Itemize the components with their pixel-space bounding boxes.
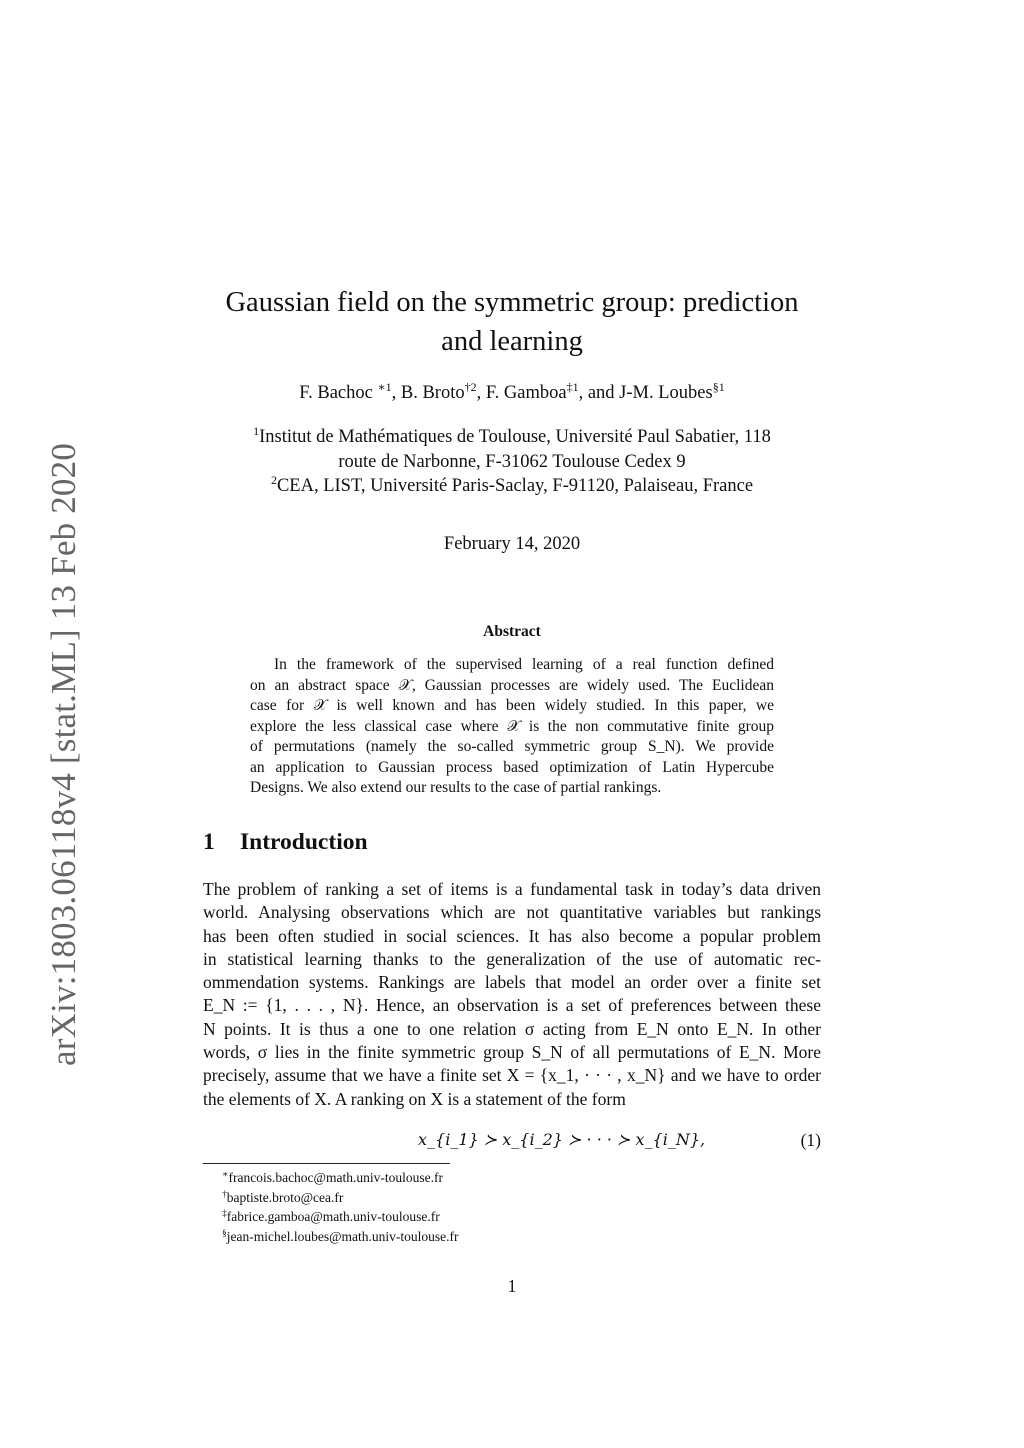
footnote-divider — [203, 1163, 450, 1164]
footnote-mark: ∗ — [222, 1170, 229, 1180]
affiliation-2-text: CEA, LIST, Université Paris-Saclay, F-91120, Palaiseau, France — [276, 476, 754, 496]
paper-date: February 14, 2020 — [443, 534, 581, 554]
abstract-line: case for 𝒳 is well known and has been widely studied. In this paper, we — [250, 697, 774, 714]
footnote-email[interactable]: fabrice.gamboa@math.univ-toulouse.fr — [226, 1209, 440, 1224]
body-line: ommendation systems. Rankings are labels that model an order over a finite set — [203, 972, 821, 993]
body-line: precisely, assume that we have a finite set X = {x_1, · · · , x_N} and we have to order — [203, 1065, 821, 1086]
footnote-mark: § — [222, 1228, 227, 1239]
affiliation-1-mark: 1 — [253, 424, 260, 438]
author-2: , B. Broto — [391, 383, 465, 403]
footnote-mark: † — [222, 1189, 227, 1200]
footnote-item — [222, 1207, 459, 1227]
equation-1 — [203, 1130, 821, 1154]
author-2-mark: †2 — [464, 380, 477, 394]
abstract-line: on an abstract space 𝒳, Gaussian processes are widely used. The Euclidean — [250, 676, 774, 694]
title-line-2: and learning — [441, 326, 583, 357]
abstract-line: an application to Gaussian process based optimization of Latin Hypercube — [250, 758, 774, 776]
arxiv-identifier-stamp[interactable]: arXiv:1803.06118v4 [stat.ML] 13 Feb 2020 — [44, 442, 83, 1066]
page-number: 1 — [507, 1276, 517, 1296]
equation-number: (1) — [800, 1130, 821, 1150]
section-heading — [203, 829, 368, 856]
footnotes — [222, 1168, 459, 1246]
body-line: N points. It is thus a one to one relation σ acting from E_N onto E_N. In other — [203, 1018, 821, 1039]
section-number: 1 — [203, 829, 215, 855]
author-1: F. Bachoc — [299, 383, 378, 403]
footnote-mark: ‡ — [222, 1209, 227, 1219]
body-line: E_N := {1, . . . , N}. Hence, an observation is a set of preferences between these — [203, 995, 821, 1016]
affiliation-1-line-2: route de Narbonne, F-31062 Toulouse Cedex 9 — [338, 451, 686, 472]
abstract-line: In the framework of the supervised learning of a real function defined — [274, 656, 774, 673]
body-line: has been often studied in social sciences. It has also become a popular problem — [203, 925, 821, 946]
footnote-email[interactable]: francois.bachoc@math.univ-toulouse.fr — [228, 1170, 443, 1185]
affiliation-1-text: Institut de Mathématiques de Toulouse, Université Paul Sabatier, 118 — [259, 427, 771, 447]
affiliation-1-line-1 — [170, 425, 854, 450]
abstract-line: explore the less classical case where 𝒳 is the non commutative finite group — [250, 717, 774, 735]
body-line: in statistical learning thanks to the generalization of the use of automatic rec- — [203, 948, 821, 969]
footnote-email[interactable]: baptiste.broto@cea.fr — [226, 1189, 344, 1205]
author-3-mark: ‡1 — [566, 380, 579, 394]
introduction-body — [203, 878, 821, 1111]
author-4-mark: §1 — [712, 380, 725, 394]
body-line: the elements of X. A ranking on X is a statement of the form — [203, 1088, 626, 1109]
affiliation-2-mark: 2 — [270, 473, 277, 487]
body-line: world. Analysing observations which are not quantitative variables but rankings — [203, 902, 821, 923]
abstract-line: of permutations (namely the so-called symmetric group S_N). We provide — [250, 738, 774, 755]
abstract-line: Designs. We also extend our results to the case of partial rankings. — [250, 779, 662, 796]
author-1-mark: ∗1 — [377, 380, 392, 394]
footnote-item — [222, 1168, 459, 1188]
author-4: , and J-M. Loubes — [578, 383, 713, 403]
body-line: words, σ lies in the finite symmetric group S_N of all permutations of E_N. More — [203, 1042, 821, 1063]
section-title: Introduction — [240, 829, 368, 855]
footnote-item — [222, 1227, 459, 1247]
body-line: The problem of ranking a set of items is a fundamental task in today’s data driven — [203, 879, 821, 899]
author-list — [170, 380, 854, 406]
footnote-item — [222, 1188, 459, 1208]
footnote-email[interactable]: jean-michel.loubes@math.univ-toulouse.fr — [226, 1228, 459, 1244]
affiliation-2-line-1 — [170, 474, 854, 499]
author-3: , F. Gamboa — [476, 383, 567, 403]
equation-expression: x_{i_1} ≻ x_{i_2} ≻ · · · ≻ x_{i_N}, — [418, 1130, 706, 1149]
title-line-1: Gaussian field on the symmetric group: prediction — [225, 287, 799, 318]
abstract-body — [250, 655, 774, 799]
paper-title — [170, 283, 854, 361]
affiliations — [170, 425, 854, 499]
abstract-heading: Abstract — [483, 623, 541, 640]
